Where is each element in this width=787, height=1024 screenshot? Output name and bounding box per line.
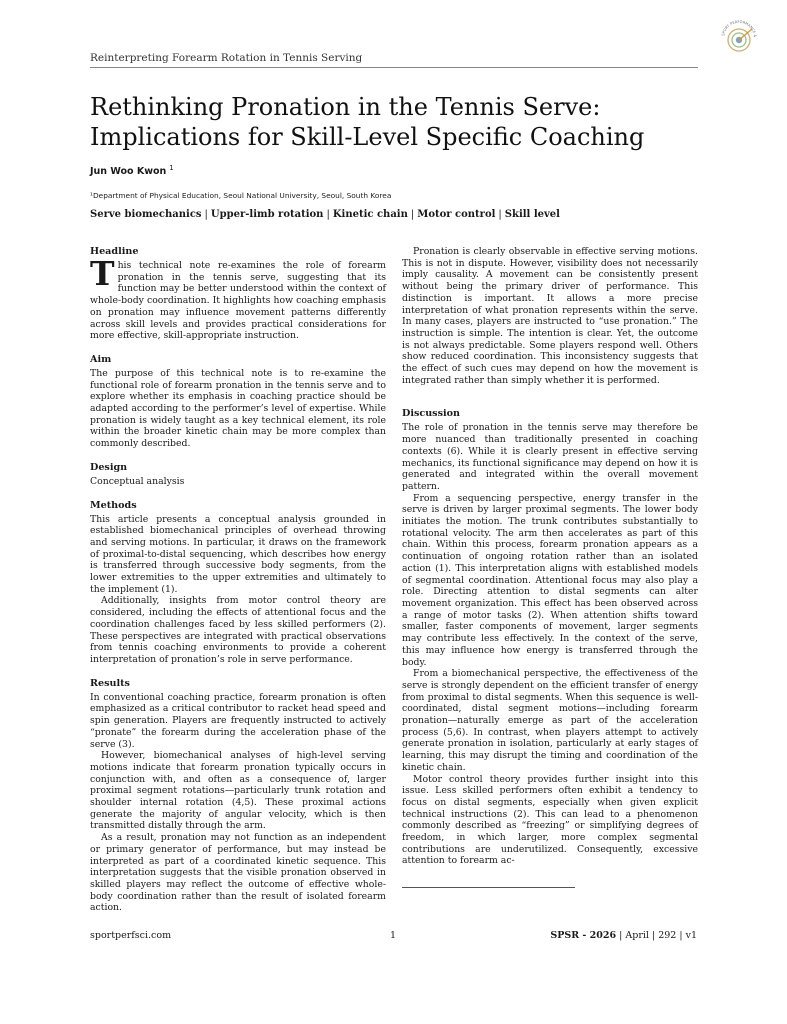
drop-cap: T [90,254,115,293]
logo-text: SPORT PERFORMANCE & [721,19,758,38]
right-column [402,246,698,879]
headline-text: his technical note re-examines the role of forearm pronation in the tennis serve, suggesting that its function may be better understood within the context of whole-body coordination. It highlights how coaching emphasis on pronation may influence movement patterns differently across skill levels and provides practical considerations for more effective, skill-appropriate instruction. [90,260,386,342]
methods-section [90,500,386,666]
section-heading: Discussion [402,408,461,420]
author [90,164,174,177]
left-column [90,246,386,926]
keyword: Kinetic chain [332,209,408,220]
paragraph: However, biomechanical analyses of high-level serving motions indicate that forearm pronation typically occurs in conjunction with, and often as a consequence of, larger proximal segment rotations—particularly trunk rotation and shoulder internal rotation (4,5). These proximal actions generate the majority of angular velocity, which is then transmitted distally through the arm. [90,750,386,832]
affiliation: ¹Department of Physical Education, Seoul National University, Seoul, South Korea [90,191,392,200]
author-name: Jun Woo Kwon [90,166,167,178]
paragraph: Pronation is clearly observable in effective serving motions. This is not in dispute. However, visibility does not necessarily imply causality. A movement can be consistently present without being the primary driver of performance. This distinction is important. It allows a more precise interpretation of what pronation represents within the serve. In many cases, players are instructed to “use pronation.” The instruction is simple. The intention is clear. Yet, the outcome is not always predictable. Some players respond well. Others show reduced coordination. This inconsistency suggests that the effect of such cues may depend on how the movement is integrated rather than simply whether it is performed. [402,246,698,386]
keywords: Serve biomechanics | Upper-limb rotation | Kinetic chain | Motor control | Skill level [90,209,560,220]
results-continued [402,246,698,386]
keyword: Serve biomechanics [90,209,202,220]
paragraph: The role of pronation in the tennis serve may therefore be more nuanced than traditionally presented in coaching contexts (6). While it is clearly present in effective serving mechanics, its functional significance may depend on how it is generated and integrated within the overall movement pattern. [402,422,698,492]
paragraph: From a sequencing perspective, energy transfer in the serve is driven by larger proximal segments. The lower body initiates the motion. The trunk contributes substantially to rotational velocity. The arm then accelerates as part of this chain. Within this process, forearm pronation appears as a continuation of ongoing rotation rather than an isolated action (1). This interpretation aligns with established models of segmental coordination. Attentional focus may also play a role. Directing attention to distal segments can alter movement organization. This effect has been observed across a range of motor tasks (2). When attention shifts toward smaller, faster components of movement, larger segments may contribute less effectively. In the context of the serve, this may influence how energy is transferred through the body. [402,492,698,668]
section-heading: Methods [90,499,137,511]
issue-month: April [625,930,649,941]
article-title [90,92,710,152]
results-section [90,678,386,914]
svg-text:SPORT PERFORMANCE & SCIENCE RE [718,17,757,38]
headline-section [90,246,386,342]
paragraph: In conventional coaching practice, forearm pronation is often emphasized as a critical contributor to racket head speed and spin generation. Players are frequently instructed to actively “pronate” the forearm during the acceleration phase of the serve (3). [90,691,386,750]
section-heading: Aim [90,353,112,365]
paragraph: This article presents a conceptual analysis grounded in established biomechanical principles of overhead throwing and serving motions. In particular, it draws on the framework of proximal-to-distal sequencing, which describes how energy is transferred through successive body segments, from the lower extremities to the upper extremities and ultimately to the implement (1). [90,513,386,595]
section-heading: Results [90,677,130,689]
running-header: Reinterpreting Forearm Rotation in Tennis Serving [90,52,363,64]
page-number: 1 [390,930,397,941]
paragraph: As a result, pronation may not function as an independent or primary generator of performance, but may instead be interpreted as part of a coordinated kinetic sequence. This interpretation suggests that the visible pronation observed in skilled players may reflect the outcome of effective whole-body coordination rather than the result of isolated forearm action. [90,832,386,914]
header-rule [90,67,698,68]
title-line-2: Implications for Skill-Level Specific Coaching [90,123,645,151]
footer-journal-info: SPSR - 2026 | April | 292 | v1 [550,930,697,941]
paragraph: Conceptual analysis [90,475,185,487]
design-section [90,462,386,488]
footer-website: sportperfsci.com [90,930,172,941]
keyword: Skill level [504,209,560,220]
journal-logo [718,17,760,59]
section-heading: Design [90,461,128,473]
paragraph: Additionally, insights from motor control theory are considered, including the effects of attentional focus and the coordination challenges faced by less skilled performers (2). These perspectives are integrated with practical observations from tennis coaching environments to provide a coherent interpretation of pronation’s role in serve performance. [90,595,386,665]
version: v1 [685,930,697,941]
paragraph: From a biomechanical perspective, the effectiveness of the serve is strongly dependent on the efficient transfer of energy from proximal to distal segments. When this sequence is well-coordinated, distal segment motions—including forearm pronation—naturally emerge as part of the acceleration process (5,6). In contrast, when players attempt to actively generate pronation in isolation, particularly at early stages of learning, this may disrupt the timing and coordination of the kinetic chain. [402,668,698,773]
discussion-section [402,408,698,867]
aim-section [90,354,386,450]
footnote-rule [402,887,575,888]
section-heading: Headline [90,246,139,257]
journal-issue: SPSR - 2026 [550,930,617,941]
keyword: Motor control [417,209,496,220]
author-affiliation-mark: 1 [169,164,174,172]
title-line-1: Rethinking Pronation in the Tennis Serve: [90,93,601,121]
paragraph: The purpose of this technical note is to re-examine the functional role of forearm pronation in the tennis serve and to explore whether its emphasis in coaching practice should be adapted according to the performer’s level of expertise. While pronation is widely taught as a key technical element, its role within the broader kinetic chain may be more complex than commonly described. [90,367,386,450]
keyword: Upper-limb rotation [210,209,324,220]
article-number: 292 [658,930,677,941]
paragraph: Motor control theory provides further insight into this issue. Less skilled performers often exhibit a tendency to focus on distal segments, especially when given explicit technical instructions (2). This can lead to a phenomenon commonly described as “freezing” or simplifying degrees of freedom, in which larger, more complex segmental contributions are underutilized. Consequently, excessive attention to forearm ac- [402,773,698,867]
